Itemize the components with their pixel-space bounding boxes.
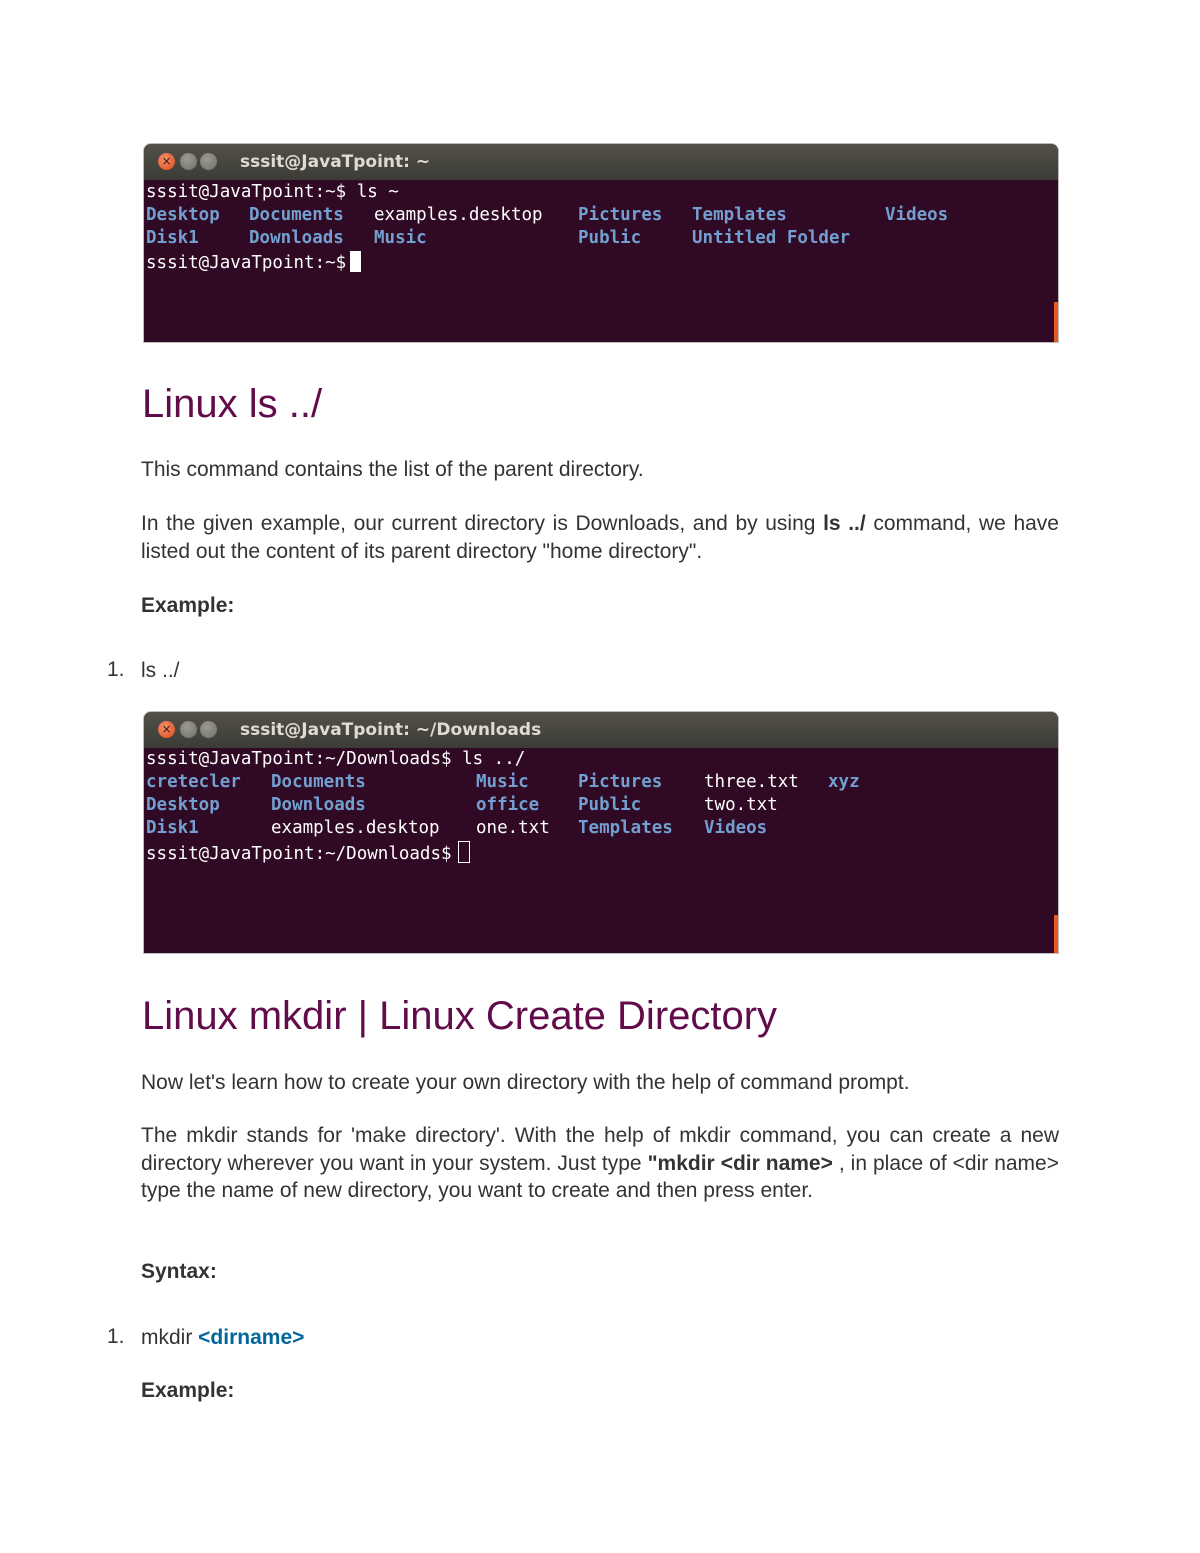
minimize-button[interactable] — [180, 153, 197, 170]
directory-entry: Desktop — [146, 795, 220, 815]
section-heading-mkdir: Linux mkdir | Linux Create Directory — [142, 994, 778, 1038]
maximize-button[interactable] — [200, 721, 217, 738]
directory-entry: Templates — [692, 205, 787, 225]
directory-entry: Templates — [578, 818, 673, 838]
window-title: sssit@JavaTpoint: ~ — [240, 152, 431, 172]
file-entry: two.txt — [704, 795, 778, 815]
paragraph: The mkdir stands for 'make directory'. With the help of mkdir command, you can create a new directory wherever you want in your system. Just type "mkdir <dir name> , in place of <dir name> type the name of new directory, you want to create and then press enter. — [141, 1124, 1059, 1202]
maximize-button[interactable] — [200, 153, 217, 170]
directory-entry: Pictures — [578, 205, 663, 225]
directory-entry: Pictures — [578, 772, 663, 792]
list-item: mkdir <dirname> — [141, 1326, 305, 1349]
minimize-button[interactable] — [180, 721, 197, 738]
syntax-placeholder: <dirname> — [198, 1326, 305, 1349]
directory-entry: Untitled Folder — [692, 228, 851, 248]
example-label: Example: — [141, 1379, 235, 1402]
close-icon: × — [161, 722, 172, 736]
terminal-output — [144, 748, 1058, 953]
directory-entry: office — [476, 795, 540, 815]
list-number: 1. — [107, 1325, 125, 1348]
close-button[interactable] — [158, 721, 175, 738]
directory-entry: Music — [476, 772, 529, 792]
file-entry: three.txt — [704, 772, 799, 792]
directory-entry: Public — [578, 795, 642, 815]
directory-entry: Downloads — [271, 795, 366, 815]
cursor — [458, 841, 470, 863]
example-label: Example: — [141, 594, 235, 617]
prompt-line — [146, 841, 470, 864]
directory-entry: Public — [578, 228, 642, 248]
terminal-titlebar — [144, 144, 1058, 180]
command-line: sssit@JavaTpoint:~/Downloads$ ls ../ — [146, 749, 526, 769]
scrollbar[interactable] — [1054, 915, 1058, 953]
directory-entry: Desktop — [146, 205, 220, 225]
paragraph: Now let's learn how to create your own directory with the help of command prompt. — [141, 1071, 910, 1094]
terminal-window-downloads — [144, 712, 1058, 953]
directory-entry: Videos — [704, 818, 768, 838]
prompt-line — [146, 251, 361, 273]
paragraph: This command contains the list of the parent directory. — [141, 458, 644, 481]
section-heading-ls-parent: Linux ls ../ — [142, 382, 323, 426]
directory-entry: xyz — [828, 772, 860, 792]
window-title: sssit@JavaTpoint: ~/Downloads — [240, 720, 542, 740]
file-entry: examples.desktop — [374, 205, 543, 225]
inline-command: ls ../ — [823, 512, 866, 535]
syntax-label: Syntax: — [141, 1260, 217, 1283]
list-number: 1. — [107, 658, 125, 681]
list-item: ls ../ — [141, 659, 180, 682]
prompt-text: sssit@JavaTpoint:~/Downloads$ — [146, 844, 452, 864]
file-entry: examples.desktop — [271, 818, 440, 838]
command-line: sssit@JavaTpoint:~$ ls ~ — [146, 182, 399, 202]
inline-command: "mkdir <dir name> — [647, 1151, 833, 1175]
paragraph: In the given example, our current directory is Downloads, and by using ls ../ command, we have listed out the content of its parent directory "home directory". — [141, 512, 1059, 563]
directory-entry: cretecler — [146, 772, 241, 792]
directory-entry: Documents — [271, 772, 366, 792]
terminal-window-home — [144, 144, 1058, 342]
directory-entry: Downloads — [249, 228, 344, 248]
scrollbar[interactable] — [1054, 302, 1058, 342]
cursor — [350, 251, 361, 272]
directory-entry: Documents — [249, 205, 344, 225]
directory-entry: Music — [374, 228, 427, 248]
directory-entry: Videos — [885, 205, 949, 225]
directory-entry: Disk1 — [146, 228, 199, 248]
prompt-text: sssit@JavaTpoint:~$ — [146, 253, 347, 273]
terminal-titlebar — [144, 712, 1058, 748]
file-entry: one.txt — [476, 818, 550, 838]
terminal-output — [144, 180, 1058, 342]
close-button[interactable] — [158, 153, 175, 170]
directory-entry: Disk1 — [146, 818, 199, 838]
close-icon: × — [161, 154, 172, 168]
